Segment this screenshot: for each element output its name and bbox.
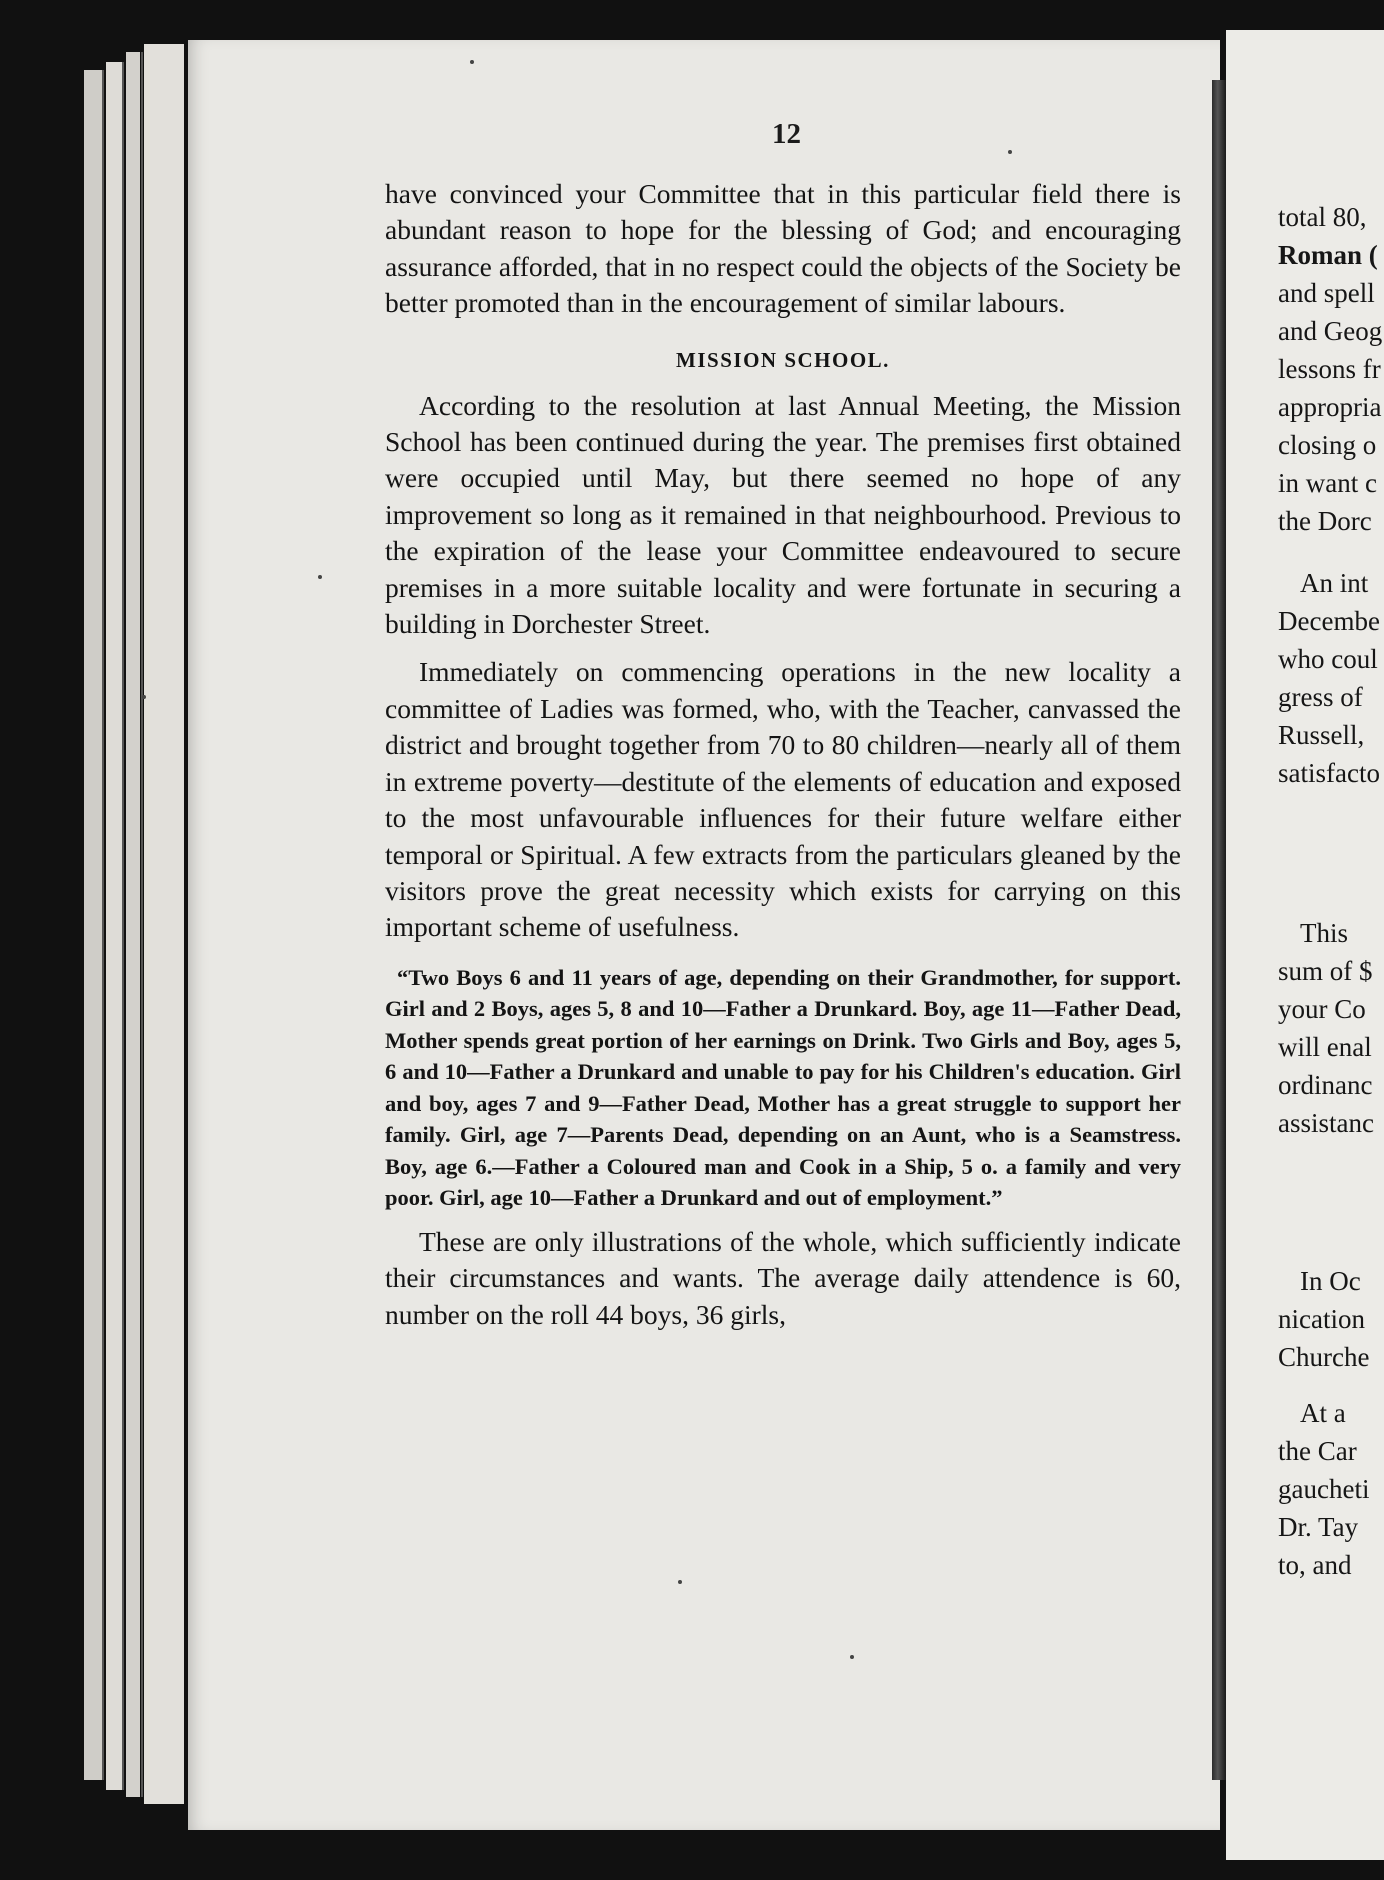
- right-page-line: your Co: [1278, 994, 1366, 1024]
- right-page-line: lessons fr: [1278, 354, 1381, 384]
- paragraph-continued: have convinced your Committee that in this particular field there is abundant reason to hope for the blessing of God; and encouraging assurance afforded, that in no respect could the objects of the Society be better promoted than in the encouragement of similar labours.: [385, 178, 1181, 319]
- right-page-line: In Oc: [1300, 1266, 1361, 1296]
- right-page-line: Decembe: [1278, 606, 1380, 636]
- page-number: 12: [772, 118, 801, 150]
- scan-speck: [142, 695, 146, 699]
- page-edge: [144, 44, 184, 1804]
- quoted-extracts: “Two Boys 6 and 11 years of age, depending on their Grandmother, for support. Girl and 2 Boys, ages 5, 8 and 10—Father a Drunkard. Boy, age 11—Father Dead, Mother spends great portion of her earnings on Drink. Two Girls and Boy, ages 5, 6 and 10—Father a Drunkard and unable to pay for his Children's education. Girl and boy, ages 7 and 9—Father Dead, Mother has a great struggle to support her family. Girl, age 7—Parents Dead, depending on an Aunt, who is a Seamstress. Boy, age 6.—Father a Coloured man and Cook in a Ship, 5 o. a family and very poor. Girl, age 10—Father a Drunkard and out of employment.”: [385, 964, 1181, 1211]
- page-edge: [84, 70, 102, 1780]
- page-edge-shadow: [141, 52, 143, 1797]
- right-page-line: satisfacto: [1278, 758, 1380, 788]
- right-page-line: gaucheti: [1278, 1474, 1370, 1504]
- right-page-line: who coul: [1278, 644, 1378, 674]
- right-page: [1226, 30, 1384, 1860]
- right-page-line: nication: [1278, 1304, 1365, 1334]
- right-page-line: closing o: [1278, 430, 1377, 460]
- right-page-line: Russell,: [1278, 720, 1365, 750]
- right-page-line: Roman (: [1278, 240, 1378, 270]
- paragraph: These are only illustrations of the whole, which sufficiently indicate their circumstances and wants. The average daily attendence is 60, number on the roll 44 boys, 36 girls,: [385, 1225, 1181, 1330]
- right-page-line: will enal: [1278, 1032, 1372, 1062]
- section-heading: MISSION SCHOOL.: [676, 347, 890, 372]
- paragraph: Immediately on commencing operations in the new locality a committee of Ladies was formed, who, with the Teacher, canvassed the district and brought together from 70 to 80 children—nearly all of them in extreme poverty—destitute of the elements of education and exposed to the most unfavourable influences for their future welfare either temporal or Spiritual. A few extracts from the particulars gleaned by the visitors prove the great necessity which exists for carrying on this important scheme of usefulness.: [385, 656, 1181, 943]
- page-edge: [126, 52, 140, 1797]
- right-page-line: An int: [1300, 568, 1369, 598]
- right-page-line: Churche: [1278, 1342, 1370, 1372]
- scan-speck: [1008, 150, 1012, 154]
- right-page-line: gress of: [1278, 682, 1363, 712]
- book-gutter: [1212, 80, 1226, 1780]
- right-page-line: appropria: [1278, 392, 1382, 422]
- right-page-line: assistanc: [1278, 1108, 1374, 1138]
- scan-speck: [470, 60, 474, 64]
- right-page-line: in want c: [1278, 468, 1377, 498]
- scan-speck: [850, 1655, 854, 1659]
- right-page-line: and Geog: [1278, 316, 1383, 346]
- scan-speck: [318, 575, 322, 579]
- page-edge-shadow: [102, 70, 104, 1780]
- right-page-line: At a: [1300, 1398, 1346, 1428]
- scan-speck: [678, 1580, 682, 1584]
- page-edge-shadow: [122, 62, 124, 1790]
- right-page-line: sum of $: [1278, 956, 1373, 986]
- right-page-line: ordinanc: [1278, 1070, 1373, 1100]
- right-page-line: the Car: [1278, 1436, 1357, 1466]
- right-page-line: the Dorc: [1278, 506, 1372, 536]
- right-page-line: and spell: [1278, 278, 1375, 308]
- right-page-line: to, and: [1278, 1550, 1352, 1580]
- right-page-line: total 80,: [1278, 202, 1367, 232]
- right-page-line: This: [1300, 918, 1349, 948]
- page-body: [385, 176, 1181, 1333]
- paragraph: According to the resolution at last Annual Meeting, the Mission School has been continued during the year. The premises first obtained were occupied until May, but there seemed no hope of any improvement so long as it remained in that neighbourhood. Previous to the expiration of the lease your Committee endeavoured to secure premises in a more suitable locality and were fortunate in securing a building in Dorchester Street.: [385, 389, 1181, 640]
- right-page-line: Dr. Tay: [1278, 1512, 1359, 1542]
- page-edge: [106, 62, 122, 1790]
